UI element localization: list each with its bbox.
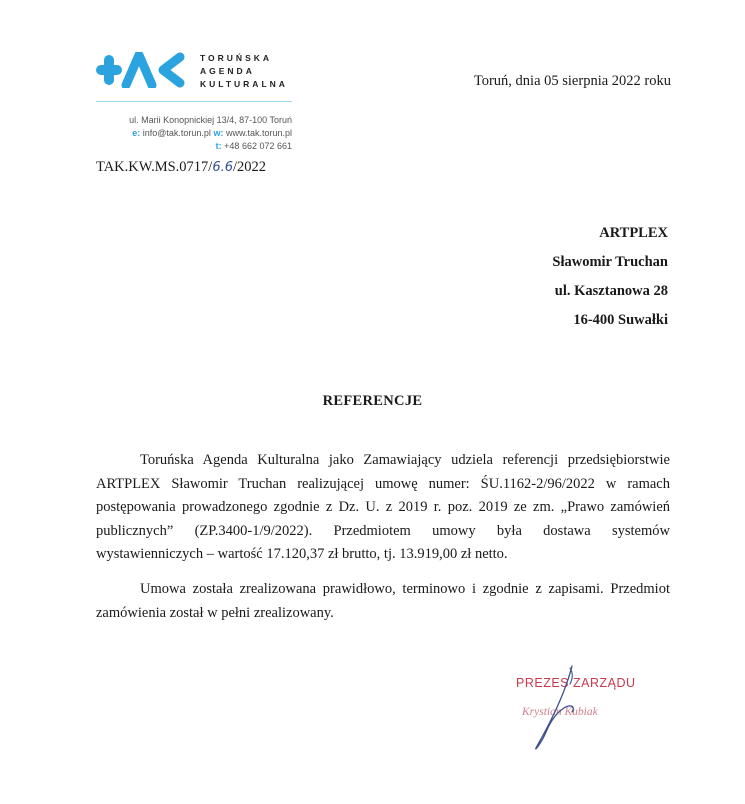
ref-prefix: TAK.KW.MS.0717/: [96, 159, 213, 175]
recipient-block: [552, 219, 668, 335]
org-name-line: AGENDA: [200, 66, 255, 76]
contact-block: [96, 114, 292, 153]
tak-logo-icon: [96, 52, 186, 88]
website[interactable]: www.tak.torun.pl: [225, 128, 292, 138]
letter-body: [96, 449, 670, 625]
header-divider: [96, 101, 292, 102]
email-web-line: [96, 127, 292, 140]
recipient-street: ul. Kasztanowa 28: [554, 283, 668, 299]
document-heading: REFERENCJE: [322, 393, 423, 409]
ref-suffix: /2022: [233, 159, 267, 175]
reference-number: [96, 159, 266, 176]
phone-line: [96, 140, 292, 153]
email-key: e:: [132, 128, 141, 138]
address: ul. Marii Konopnickiej 13/4, 87-100 Toruń: [129, 115, 292, 125]
body-paragraph: Toruńska Agenda Kulturalna jako Zamawiający udziela referencji przedsiębiorstwie ARTPLEX Sławomir Truchan realizującej umowę numer: ŚU.1162-2/96/2022 w ramach postępowania prowadzonego zgodnie z Dz. U. z 2019 r. poz. 2019 ze zm. „Prawo zamówień publicznych” (ZP.3400-1/9/2022). Przedmiotem umowy była dostawa systemów wystawienniczych – wartość 17.120,37 zł brutto, tj. 13.919,00 zł netto.: [96, 452, 670, 563]
org-name: [200, 52, 310, 91]
recipient-person: Sławomir Truchan: [552, 254, 668, 270]
stamp-name: Krystian Kubiak: [522, 706, 598, 718]
stamp-title: PREZES ZARZĄDU: [516, 676, 636, 690]
web-key: w:: [213, 128, 224, 138]
handwritten-signature-icon: [520, 662, 610, 752]
body-paragraph: Umowa została zrealizowana prawidłowo, terminowo i zgodnie z zapisami. Przedmiot zamówienia został w pełni zrealizowany.: [96, 580, 670, 621]
recipient-name: ARTPLEX: [599, 225, 668, 241]
email[interactable]: info@tak.torun.pl: [142, 128, 211, 138]
org-name-line: KULTURALNA: [200, 79, 288, 89]
ref-handwritten: 6.6: [212, 160, 234, 175]
phone-key: t:: [215, 141, 222, 151]
phone: +48 662 072 661: [224, 141, 292, 151]
recipient-city: 16-400 Suwałki: [573, 312, 668, 328]
org-name-line: TORUŃSKA: [200, 53, 273, 63]
letter-date: Toruń, dnia 05 sierpnia 2022 roku: [473, 73, 671, 89]
